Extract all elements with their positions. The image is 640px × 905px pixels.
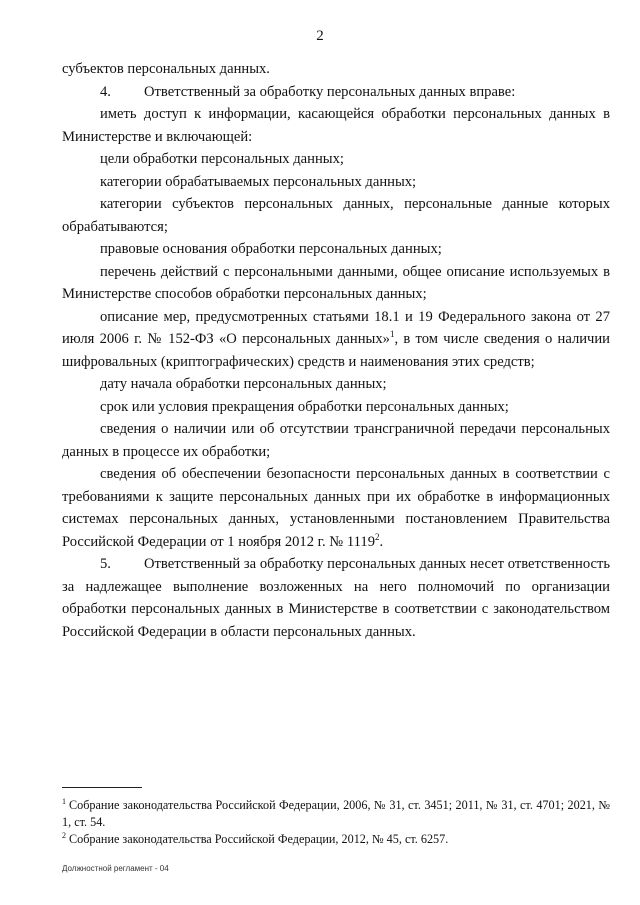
page-number: 2 <box>316 28 324 44</box>
list-item: сведения о наличии или об отсутствии трансграничной передачи персональных данных в процессе их обработки; <box>62 421 610 460</box>
footnotes <box>62 797 610 848</box>
paragraph-number: 4. <box>100 83 111 100</box>
paragraph: субъектов персональных данных. <box>62 61 270 77</box>
list-item: категории субъектов персональных данных, персональные данные которых обрабатываются; <box>62 196 610 235</box>
paragraph-text: Ответственный за обработку персональных данных несет ответственность за надлежащее выполнение возложенных на него полномочий по организации обработки персональных данных в Министерстве в соответствии с законодательством Российской Федерации в области персональных данных. <box>62 556 610 640</box>
footnote-divider <box>62 787 142 788</box>
paragraph-text: сведения об обеспечении безопасности персональных данных в соответствии с требованиями к защите персональных данных при их обработке в информационных системах персональных данных, установленными постановлением Правительства Российской Федерации от 1 ноября 2012 г. № 1119 <box>62 466 610 550</box>
list-item: правовые основания обработки персональных данных; <box>100 241 442 257</box>
footnote-text: Собрание законодательства Российской Федерации, 2012, № 45, ст. 6257. <box>69 832 449 846</box>
paragraph-text: описание мер, предусмотренных статьями 18.1 и 19 Федерального закона от 27 июля 2006 г. № 152-ФЗ «О персональных данных» <box>62 308 610 347</box>
document-footer: Должностной регламент - 04 <box>62 864 169 873</box>
document-body <box>62 58 610 643</box>
list-item <box>62 306 610 374</box>
paragraph-text: , в том числе сведения о наличии шифровальных (криптографических) средств и наименования этих средств; <box>62 331 610 370</box>
footnote-mark: 2 <box>62 830 66 840</box>
footnote-text: Собрание законодательства Российской Федерации, 2006, № 31, ст. 3451; 2011, № 31, ст. 4701; 2021, № 1, ст. 54. <box>62 798 610 829</box>
footnote <box>62 797 610 831</box>
list-item: перечень действий с персональными данными, общее описание используемых в Министерстве способов обработки персональных данных; <box>62 263 610 302</box>
list-item: категории обрабатываемых персональных данных; <box>100 173 417 190</box>
list-item: цели обработки персональных данных; <box>100 151 344 167</box>
paragraph-text: Ответственный за обработку персональных данных вправе: <box>144 83 516 100</box>
footnote <box>62 831 610 848</box>
paragraph: иметь доступ к информации, касающейся обработки персональных данных в Министерстве и включающей: <box>62 106 610 145</box>
list-item <box>62 463 610 553</box>
list-item: срок или условия прекращения обработки персональных данных; <box>100 398 509 415</box>
paragraph-number: 5. <box>100 556 111 572</box>
list-item: дату начала обработки персональных данных; <box>100 376 387 392</box>
footnote-reference: 1 <box>389 329 395 340</box>
numbered-paragraph-5 <box>62 553 610 643</box>
paragraph-text: . <box>379 533 384 550</box>
footnote-mark: 1 <box>62 796 66 806</box>
numbered-paragraph-4 <box>62 81 610 104</box>
footnote-reference: 2 <box>375 531 380 542</box>
